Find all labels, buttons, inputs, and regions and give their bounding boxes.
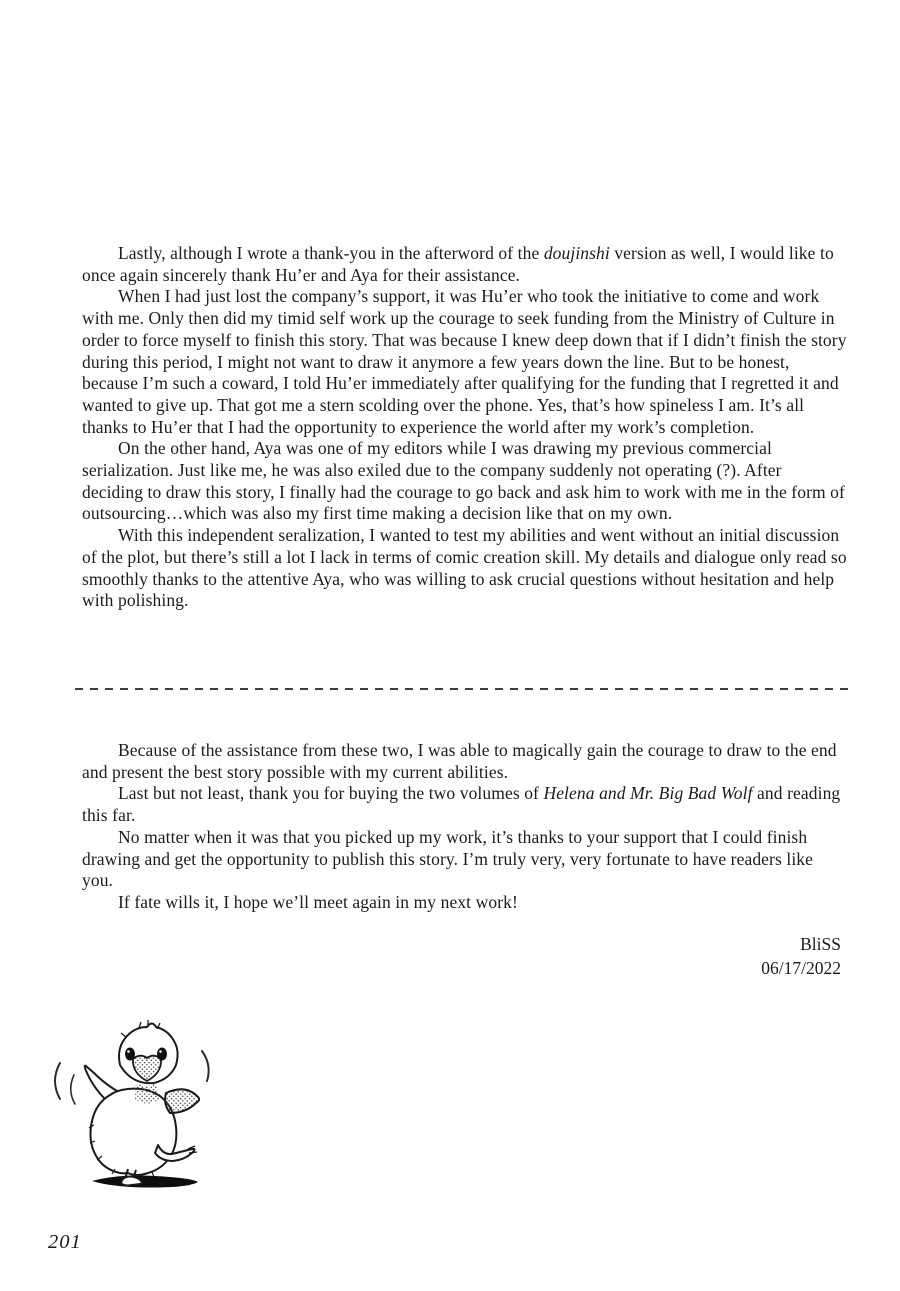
paragraph: Last but not least, thank you for buying the two volumes of Helena and Mr. Big Bad Wolf and reading this far. (82, 783, 841, 826)
signature-date: 06/17/2022 (761, 957, 841, 978)
paragraph: If fate wills it, I hope we’ll meet again in my next work! (118, 891, 518, 912)
paragraph: When I had just lost the company’s support, it was Hu’er who took the initiative to come and work with me. Only then did my timid self work up the courage to seek funding from the Ministry of Culture in order to force myself to finish this story. That was because I knew deep down that if I didn’t finish the story during this period, I might not want to draw it anymore a few years down the line. But to be honest, because I’m such a coward, I told Hu’er immediately after qualifying for the funding that I regretted it and wanted to give up. That got me a stern scolding over the phone. Yes, that’s how spineless I am. It’s all thanks to Hu’er that I had the opportunity to experience the world after my work’s completion. (82, 286, 847, 437)
dashed-divider (75, 688, 848, 690)
paragraph: Because of the assistance from these two, I was able to magically gain the courage to draw to the end and present the best story possible with my current abilities. (82, 740, 837, 782)
author-name: BliSS (800, 934, 841, 954)
duckling-drawing-icon (40, 1003, 230, 1218)
paragraph: Lastly, although I wrote a thank-you in the afterword of the doujinshi version as well, I would like to once again sincerely thank Hu’er and Aya for their assistance. (82, 243, 834, 285)
paragraph: On the other hand, Aya was one of my editors while I was drawing my previous commercial serialization. Just like me, he was also exiled due to the company suddenly not operating (?). After deciding to draw this story, I finally had the courage to go back and ask him to work with me in the form of outsourcing…which was also my first time making a decision like that on my own. (82, 438, 845, 524)
page-number: 201 (48, 1231, 82, 1253)
paragraph: With this independent seralization, I wanted to test my abilities and went without an initial discussion of the plot, but there’s still a lot I lack in terms of comic creation skill. My details and dialogue only read so smoothly thanks to the attentive Aya, who was willing to ask crucial questions without hesitation and help with polishing. (82, 525, 847, 611)
afterword-section-1 (82, 243, 847, 612)
signature-block (761, 933, 841, 980)
paragraph: No matter when it was that you picked up my work, it’s thanks to your support that I could finish drawing and get the opportunity to publish this story. I’m truly very, very fortunate to have readers like you. (82, 826, 813, 891)
afterword-section-2 (82, 740, 847, 914)
dancing-duckling-illustration (40, 1003, 230, 1218)
